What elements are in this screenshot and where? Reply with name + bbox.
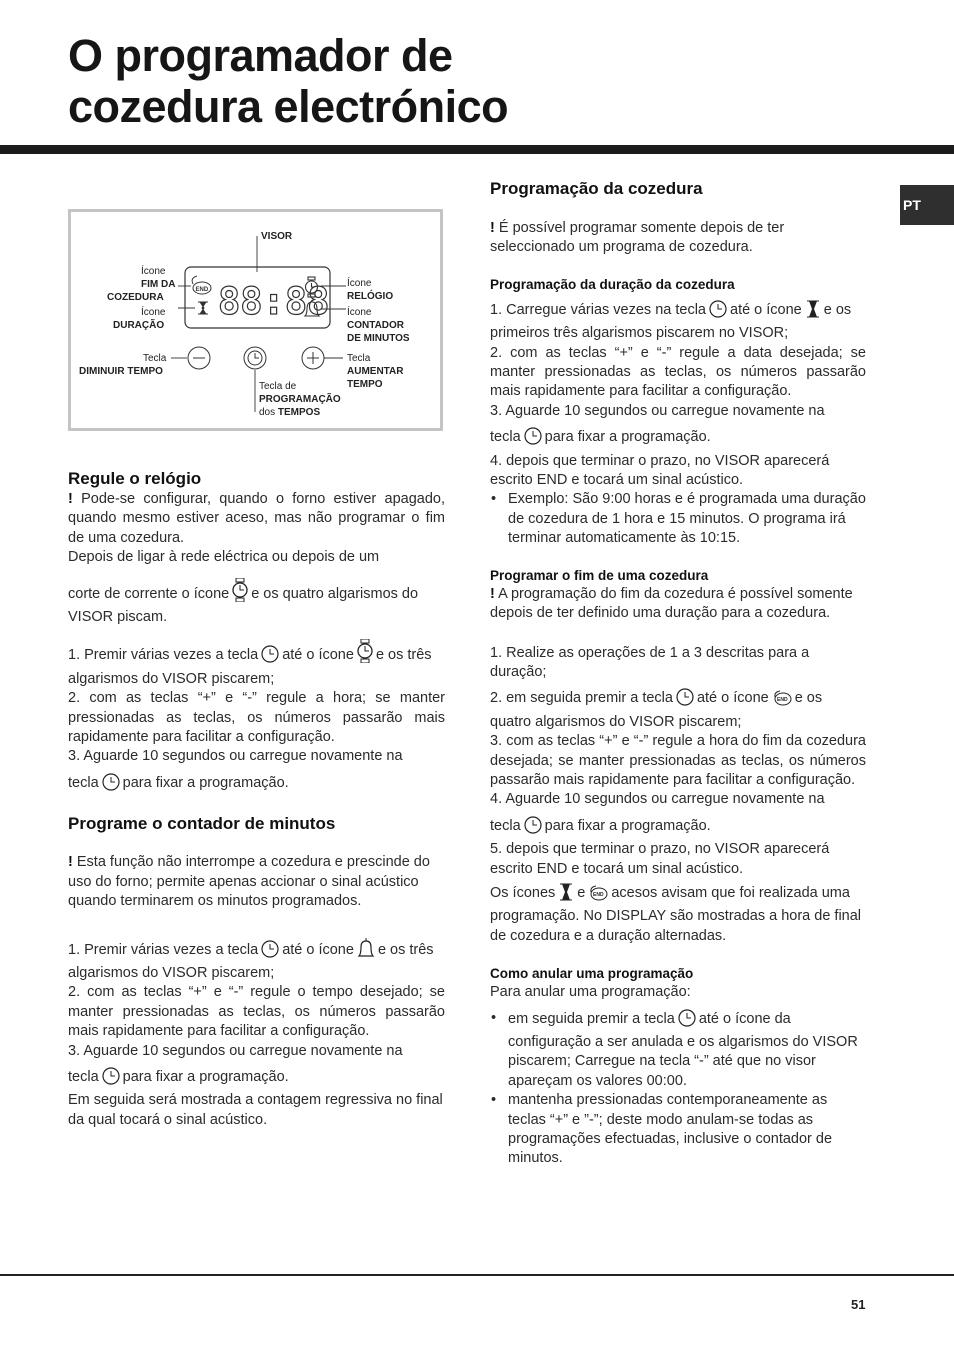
plus-button [302, 347, 324, 369]
duration-step-1: 1. Carregue várias vezes na tecla até o ícone e os primeiros três algarismos piscarem no VISOR; [490, 301, 852, 342]
program-key-icon [678, 1009, 696, 1033]
bell-icon [357, 938, 375, 964]
end-step-4: 4. Aguarde 10 segundos ou carregue novamente na [490, 791, 825, 808]
duration-step-3b: tecla para fixar a programação. [490, 427, 866, 451]
program-key-icon [102, 1067, 120, 1091]
hourglass-icon [805, 300, 821, 324]
page-number: 51 [851, 1297, 866, 1312]
heading-end-time: Programar o fim de uma cozedura [490, 567, 709, 583]
cancel-intro: Para anular uma programação: [490, 984, 691, 1001]
end-icon [588, 885, 608, 907]
clock-step-3b: tecla para fixar a programação. [68, 773, 445, 797]
program-key-icon [524, 816, 542, 840]
top-rule [0, 145, 954, 154]
cancel-bullet-1: • em seguida premir a tecla até o ícone da configuração a ser anulada e os algarismos do VISOR piscarem; Carregue na tecla “-” até que no visor apareçam os valores 00:00. [490, 1009, 866, 1092]
timer-countdown-note: Em seguida será mostrada a contagem regressiva no final da qual tocará o sinal acústico. [68, 1092, 443, 1128]
duration-step-4: 4. depois que terminar o prazo, no VISOR aparecerá escrito END e tocará um sinal acústico. [490, 452, 830, 489]
program-key-icon [524, 427, 542, 451]
end-icon-label: END [195, 287, 209, 293]
hourglass-icon [558, 883, 574, 907]
svg-text:END: END [776, 697, 788, 704]
label-visor: VISOR [261, 231, 293, 242]
label-icon-duration: Ícone DURAÇÃO [113, 307, 166, 331]
label-icon-clock: Ícone RELÓGIO [347, 278, 394, 302]
timer-step-2: 2. com as teclas “+” e “-” regule o tempo desejado; se manter pressionadas as teclas, os números passarão mais rapidamente para facilitar a configuração. [68, 984, 445, 1040]
end-step-3: 3. com as teclas “+” e “-” regule a hora do fim da cozedura desejada; se manter pressionadas as teclas, os números passarão mais rapidamente para facilitar a configuração. [490, 733, 866, 788]
minus-button [188, 347, 210, 369]
left-column [68, 468, 445, 1130]
duration-step-3: 3. Aguarde 10 segundos ou carregue novamente na [490, 402, 825, 419]
duration-example: • Exemplo: São 9:00 horas e é programada uma duração de cozedura de 1 hora e 15 minutos. O programa irá terminar automaticamente às 10:15. [490, 490, 866, 548]
end-icon [772, 690, 792, 712]
heading-cancel: Como anular uma programação [490, 966, 694, 982]
bottom-rule [0, 1274, 954, 1276]
label-minus-key: Tecla DIMINUIR TEMPO [79, 353, 167, 377]
cancel-bullet-2: • mantenha pressionadas contemporaneamente as teclas “+” e ”-”; deste modo anulam-se todas as programações efectuadas, inclusive o contador de minutos. [490, 1091, 866, 1169]
heading-set-clock: Regule o relógio [68, 469, 202, 488]
program-key-icon [676, 688, 694, 712]
duration-step-2: 2. com as teclas “+” e “-” regule a data desejada; se manter pressionadas as teclas, os números passarão mais rapidamente para facilitar a configuração. [490, 344, 866, 400]
program-note: ! É possível programar somente depois de ter seleccionado um programa de cozedura. [490, 220, 785, 256]
program-key-icon [709, 300, 727, 324]
heading-duration: Programação da duração da cozedura [490, 276, 735, 292]
clock-step-1: 1. Premir várias vezes a tecla até o ícone e os três algarismos do VISOR piscarem; [68, 639, 445, 689]
clock-p3: corte de corrente o ícone e os quatro algarismos do VISOR piscam. [68, 578, 445, 628]
clock-note: ! Pode-se configurar, quando o forno estiver apagado, quando mesmo estiver aceso, mas não programar o fim de uma cozedura. [68, 491, 445, 546]
clock-step-3: 3. Aguarde 10 segundos ou carregue novamente na [68, 748, 403, 765]
svg-text:END: END [593, 891, 604, 898]
label-plus-key: Tecla AUMENTAR TEMPO [347, 353, 404, 390]
end-note: ! A programação do fim da cozedura é possível somente depois de ter definido uma duração para a cozedura. [490, 585, 853, 622]
clock-step-2: 2. com as teclas “+” e “-” regule a hora; se manter pressionadas as teclas, os números passarão mais rapidamente para facilitar a configuração. [68, 690, 445, 746]
label-icon-timer: Ícone CONTADOR DE MINUTOS [347, 307, 410, 344]
timer-step-3: 3. Aguarde 10 segundos ou carregue novamente na [68, 1042, 403, 1059]
display-digits: 88:88 [218, 280, 330, 323]
timer-note: ! Esta função não interrompe a cozedura e prescinde do uso do forno; permite apenas accionar o sinal acústico quando terminarem os minutos programados. [68, 854, 430, 910]
program-key-icon [261, 645, 279, 669]
label-icon-end: Ícone FIM DA COZEDURA [107, 266, 176, 303]
clock-p2: Depois de ligar à rede eléctrica ou depois de um [68, 549, 380, 566]
right-column [490, 178, 866, 1169]
end-step-5: 5. depois que terminar o prazo, no VISOR aparecerá escrito END e tocará um sinal acústico. [490, 841, 830, 877]
end-icons-note: Os ícones e END acesos avisam que foi realizada uma programação. No DISPLAY são mostradas a hora de final de cozedura e a duração alternadas. [490, 884, 862, 944]
title-line-2: cozedura electrónico [68, 81, 509, 132]
program-button [244, 347, 266, 369]
timer-step-3b: tecla para fixar a programação. [68, 1067, 445, 1091]
heading-minute-timer: Programe o contador de minutos [68, 814, 336, 834]
programmer-diagram [68, 209, 443, 431]
title-line-1: O programador de [68, 30, 453, 81]
clock-icon [232, 578, 248, 608]
program-key-icon [261, 940, 279, 964]
heading-cooking-program: Programação da cozedura [490, 179, 703, 198]
end-step-1: 1. Realize as operações de 1 a 3 descritas para a duração; [490, 644, 810, 680]
page-title [68, 30, 508, 132]
end-step-2: 2. em seguida premir a tecla até o ícone END e os quatro algarismos do VISOR piscarem; [490, 690, 823, 730]
program-key-icon [102, 773, 120, 797]
clock-icon [357, 639, 373, 669]
label-program-key: Tecla de PROGRAMAÇÃO dos TEMPOS [259, 381, 341, 418]
language-tab: PT [900, 185, 954, 225]
end-step-4b: tecla para fixar a programação. [490, 816, 866, 840]
timer-step-1: 1. Premir várias vezes a tecla até o ícone e os três algarismos do VISOR piscarem; [68, 938, 445, 984]
